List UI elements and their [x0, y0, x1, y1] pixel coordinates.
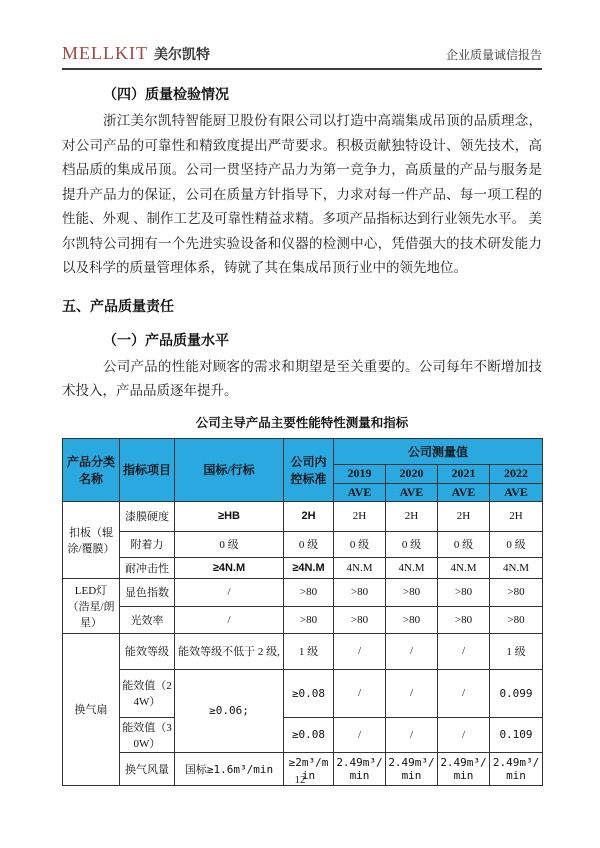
cell-2021: /: [438, 633, 490, 669]
col-header-year-2019: 2019: [334, 464, 386, 483]
cell-2021: /: [438, 717, 490, 752]
cell-2020: /: [386, 717, 438, 752]
category-cell-kouban: 扣板（辊涂/覆膜）: [63, 501, 120, 578]
page-number: 12: [294, 774, 306, 786]
table-body: [63, 501, 543, 785]
cell-2021: >80: [438, 578, 490, 606]
cell-2022: 2.49m³/min: [490, 752, 543, 785]
cell-standard: /: [175, 606, 284, 633]
category-cell-led: LED灯（浩星/朗星）: [63, 578, 120, 633]
cell-standard: 能效等级不低于 2 级,: [175, 633, 284, 669]
col-header-indicator: 指标项目: [120, 438, 175, 501]
table-row: [63, 501, 543, 531]
cell-internal: 2H: [284, 501, 334, 531]
running-header: [62, 43, 542, 70]
cell-2020: 2H: [386, 501, 438, 531]
col-header-year-2021: 2021: [438, 464, 490, 483]
col-header-year-2022: 2022: [490, 464, 543, 483]
cell-2021: 0 级: [438, 531, 490, 557]
cell-standard: /: [175, 578, 284, 606]
cell-2019: 2H: [334, 501, 386, 531]
cell-2022: 0 级: [490, 531, 543, 557]
cell-standard: ≥HB: [175, 501, 284, 531]
cell-internal: ≥0.08: [284, 717, 334, 752]
cell-2019: /: [334, 669, 386, 717]
cell-indicator: 能效值（24W）: [120, 669, 175, 717]
table-row: [63, 578, 543, 606]
col-header-ave-2020: AVE: [386, 483, 438, 501]
cell-2021: >80: [438, 606, 490, 633]
col-header-standard: 国标/行标: [175, 438, 284, 501]
table-row: [63, 606, 543, 633]
section4-paragraph: 浙江美尔凯特智能厨卫股份有限公司以打造中高端集成吊顶的品质理念，对公司产品的可靠性和精致度提出严苛要求。积极贡献独特设计、领先技术，高档品质的集成吊顶。公司一贯坚持产品力为第一竞争力，高质量的产品与服务是提升产品力的保证，公司在质量方针指导下，力求对每一件产品、每一项工程的性能、外观 、制作工艺及可靠性精益求精。多项产品指标达到行业领先水平。 美尔凯特公司拥有一个先进实验设备和仪器的检测中心，凭借强大的技术研发能力以及科学的质量管理体系，铸就了其在集成吊顶行业中的领先地位。: [62, 113, 542, 275]
col-header-ave-2022: AVE: [490, 483, 543, 501]
col-header-year-2020: 2020: [386, 464, 438, 483]
cell-indicator: 漆膜硬度: [120, 501, 175, 531]
cell-2021: /: [438, 669, 490, 717]
cell-internal: 0 级: [284, 531, 334, 557]
table-row: [63, 557, 543, 578]
cell-standard-merged: ≥0.06;: [175, 669, 284, 752]
cell-indicator: 换气风量: [120, 752, 175, 785]
section5-sub-heading: （一）产品质量水平: [103, 333, 229, 349]
product-spec-table: [62, 438, 543, 786]
cell-2022: 0.109: [490, 717, 543, 752]
header-row-1: [63, 438, 543, 464]
cell-2020: /: [386, 633, 438, 669]
cell-indicator: 附着力: [120, 531, 175, 557]
cell-2020: 2.49m³/min: [386, 752, 438, 785]
cell-standard: 国标≥1.6m³/min: [175, 752, 284, 785]
col-header-category: 产品分类名称: [63, 438, 120, 501]
section4-heading: （四）质量检验情况: [103, 88, 229, 103]
cell-indicator: 能效值（30W）: [120, 717, 175, 752]
cell-internal: ≥2m³/min: [284, 752, 334, 785]
cell-2022: >80: [490, 606, 543, 633]
cell-2022: >80: [490, 578, 543, 606]
cell-2022: 4N.M: [490, 557, 543, 578]
cell-internal: >80: [284, 606, 334, 633]
col-header-internal: 公司内控标准: [284, 438, 334, 501]
cell-2021: 2.49m³/min: [438, 752, 490, 785]
cell-2021: 2H: [438, 501, 490, 531]
document-title: 企业质量诚信报告: [445, 48, 542, 62]
cell-indicator: 光效率: [120, 606, 175, 633]
table-title: 公司主导产品主要性能特性测量和指标: [195, 415, 409, 430]
cell-standard: ≥4N.M: [175, 557, 284, 578]
cell-internal: >80: [284, 578, 334, 606]
cell-internal: ≥0.08: [284, 669, 334, 717]
cell-2019: 0 级: [334, 531, 386, 557]
cell-2019: >80: [334, 606, 386, 633]
col-header-ave-2019: AVE: [334, 483, 386, 501]
cell-2020: >80: [386, 606, 438, 633]
cell-2019: >80: [334, 578, 386, 606]
cell-internal: ≥4N.M: [284, 557, 334, 578]
cell-2020: 0 级: [386, 531, 438, 557]
col-header-measured-group: 公司测量值: [334, 438, 543, 464]
table-row: [63, 633, 543, 669]
cell-2019: /: [334, 717, 386, 752]
cell-2022: 0.099: [490, 669, 543, 717]
cell-2022: 2H: [490, 501, 543, 531]
brand-logo: [62, 43, 210, 64]
cell-2022: 1 级: [490, 633, 543, 669]
table-row: [63, 669, 543, 717]
table-row: [63, 531, 543, 557]
cell-indicator: 显色指数: [120, 578, 175, 606]
section5-heading: 五、产品质量责任: [62, 299, 174, 315]
cell-indicator: 能效等级: [120, 633, 175, 669]
cell-indicator: 耐冲击性: [120, 557, 175, 578]
brand-logo-cn: 美尔凯特: [153, 48, 210, 63]
cell-2019: 4N.M: [334, 557, 386, 578]
cell-standard: 0 级: [175, 531, 284, 557]
cell-2019: 2.49m³/min: [334, 752, 386, 785]
col-header-ave-2021: AVE: [438, 483, 490, 501]
brand-logo-en: MELLKIT: [62, 43, 148, 63]
category-cell-fan: 换气扇: [63, 633, 120, 785]
cell-2020: >80: [386, 578, 438, 606]
cell-2020: /: [386, 669, 438, 717]
cell-2021: 4N.M: [438, 557, 490, 578]
table-row: [63, 717, 543, 752]
section5-paragraph: 公司产品的性能对顾客的需求和期望是至关重要的。公司每年不断增加技术投入，产品品质逐年提升。: [62, 358, 542, 398]
cell-2020: 4N.M: [386, 557, 438, 578]
cell-2019: /: [334, 633, 386, 669]
table-header: [63, 438, 543, 501]
cell-internal: 1 级: [284, 633, 334, 669]
